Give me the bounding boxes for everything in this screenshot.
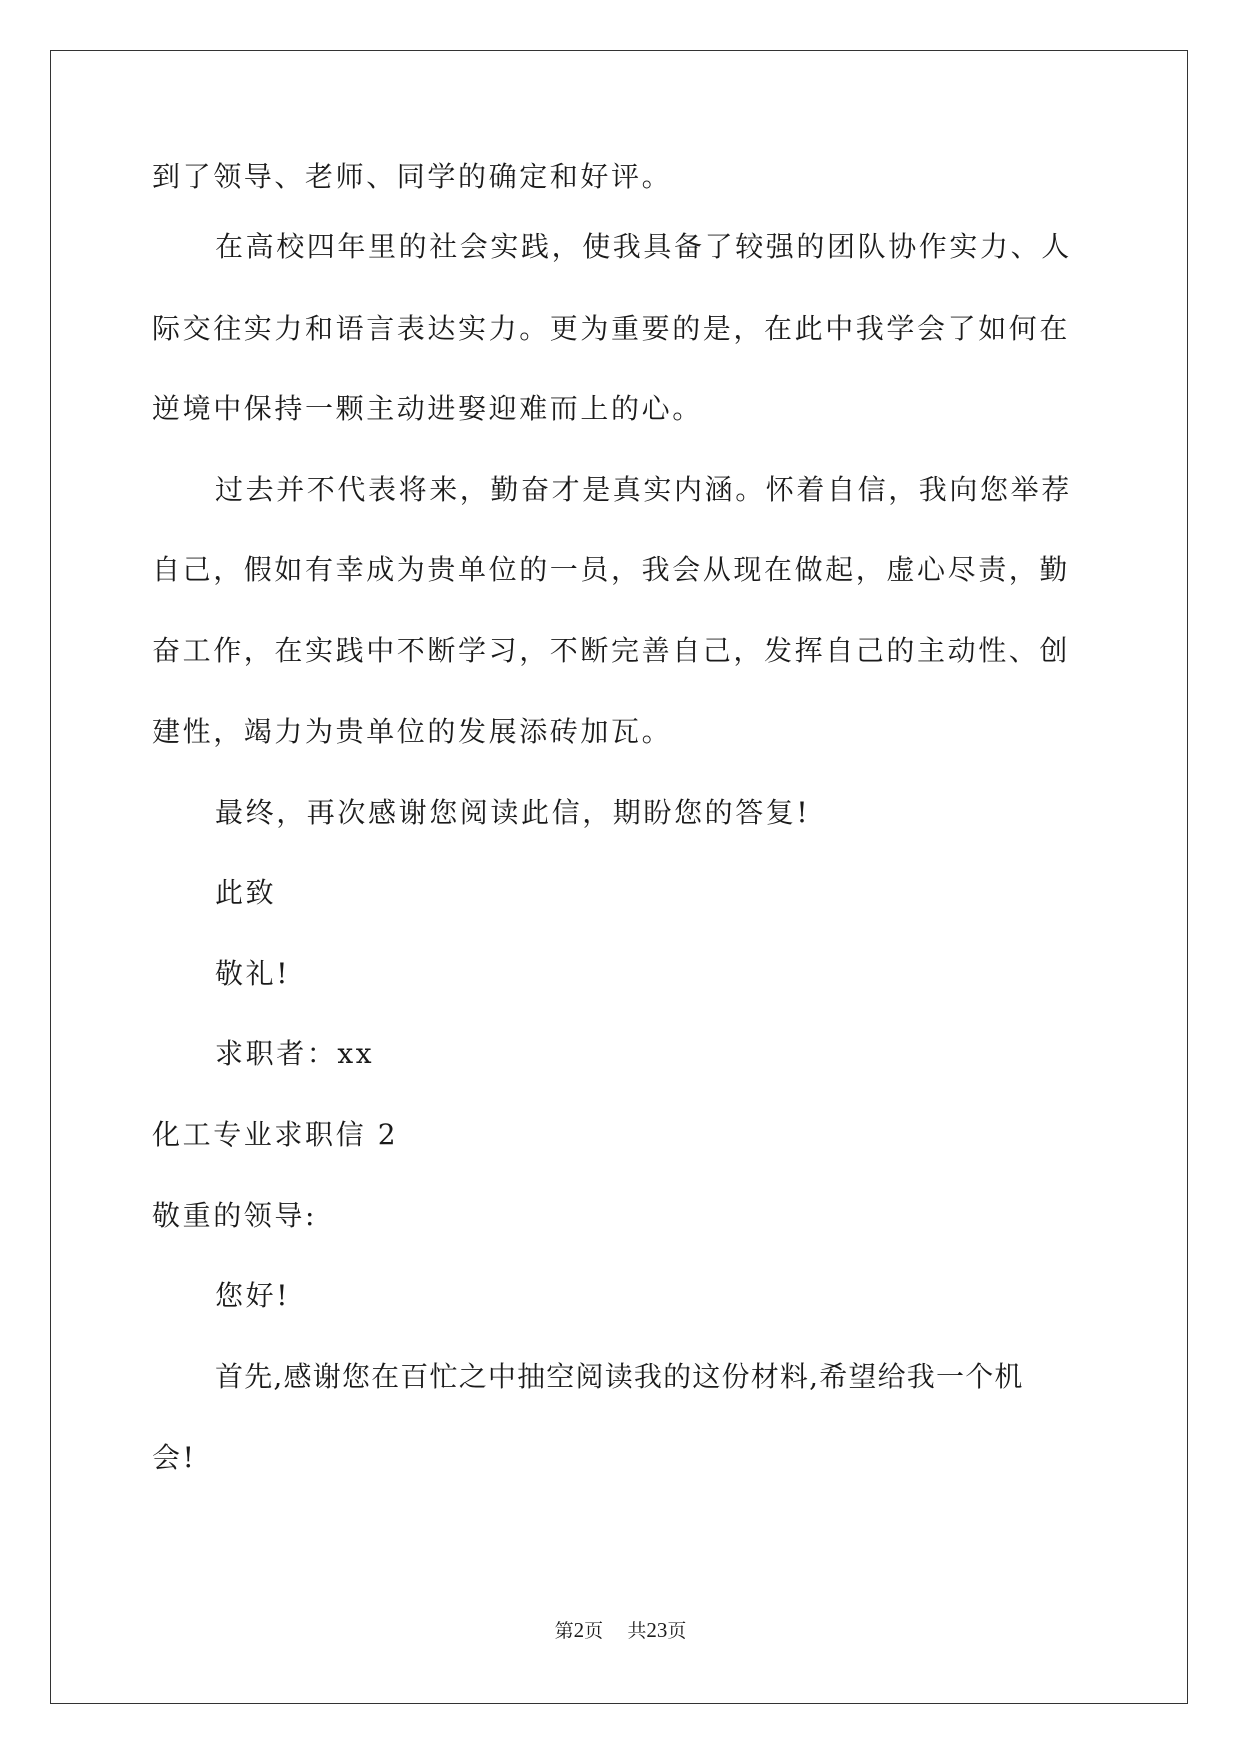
text-line: 奋工作，在实践中不断学习，不断完善自己，发挥自己的主动性、创 [152,634,1071,667]
text-line: 在高校四年里的社会实践，使我具备了较强的团队协作实力、人 [215,230,1072,263]
text-line: 此致 [215,876,277,909]
footer-total-pages: 23 [646,1618,668,1642]
salutation: 敬重的领导: [152,1199,318,1232]
footer-page-number: 2 [573,1618,585,1642]
text-line: 自己，假如有幸成为贵单位的一员，我会从现在做起，虚心尽责，勤 [152,553,1071,586]
text-line: 会! [152,1441,197,1474]
page-footer [0,1618,1241,1643]
footer-total-prefix: 共 [627,1620,647,1642]
section-heading: 化工专业求职信 2 [152,1118,399,1151]
text-line: 际交往实力和语言表达实力。更为重要的是，在此中我学会了如何在 [152,312,1071,345]
greeting: 您好! [215,1279,291,1312]
text-line: 逆境中保持一颗主动进娶迎难而上的心。 [152,392,703,425]
footer-page-prefix: 第 [554,1620,574,1642]
footer-total-suffix: 页 [667,1620,687,1642]
text-line: 最终，再次感谢您阅读此信，期盼您的答复! [215,796,811,829]
text-line: 过去并不代表将来，勤奋才是真实内涵。怀着自信，我向您举荐 [215,473,1072,506]
footer-page-suffix: 页 [584,1620,604,1642]
text-line: 到了领导、老师、同学的确定和好评。 [152,160,673,193]
text-line: 求职者：xx [215,1037,375,1070]
text-line: 敬礼! [215,957,291,990]
text-line: 建性，竭力为贵单位的发展添砖加瓦。 [152,715,673,748]
text-line: 首先,感谢您在百忙之中抽空阅读我的这份材料,希望给我一个机 [215,1360,1024,1393]
